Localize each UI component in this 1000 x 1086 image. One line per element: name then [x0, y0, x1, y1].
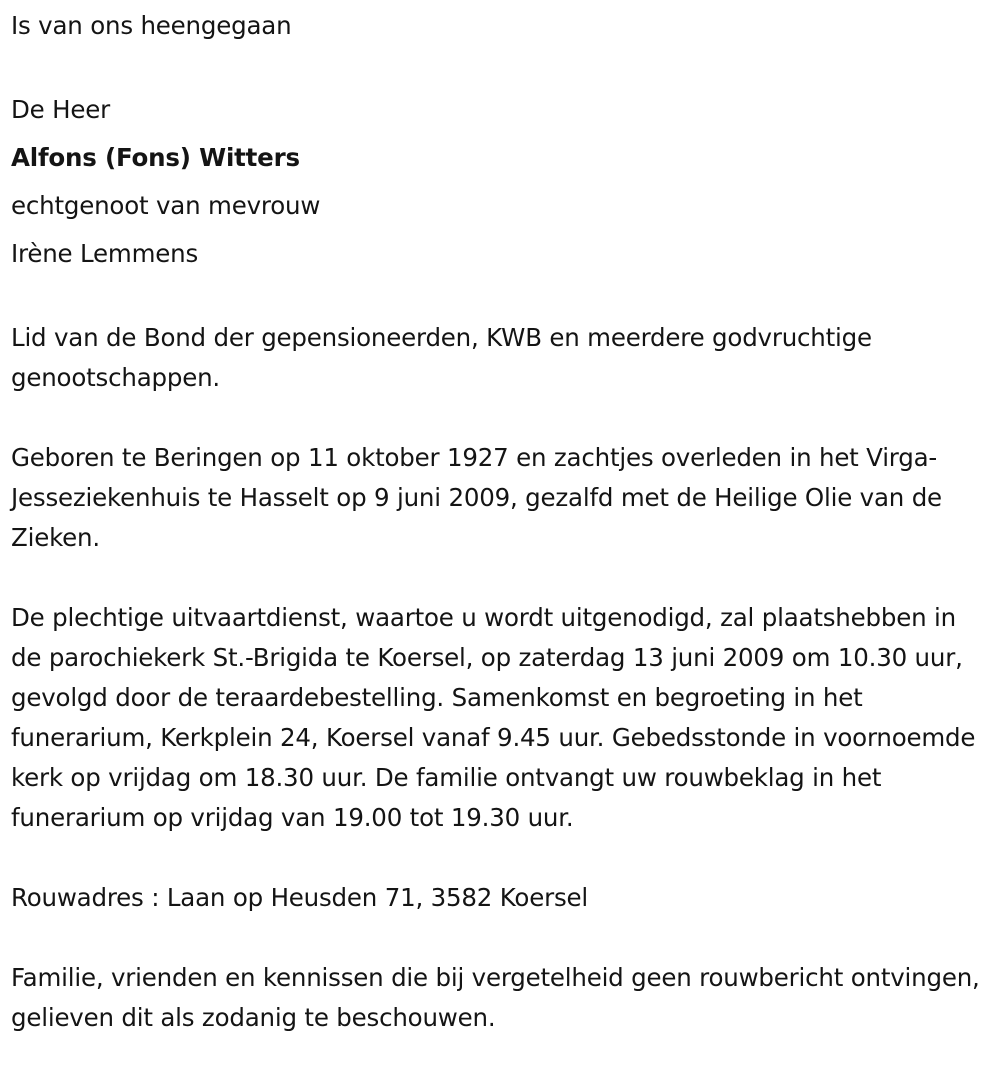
closing-paragraph: Familie, vrienden en kennissen die bij vergetelheid geen rouwbericht ontvingen, gelieven dit als zodanig te beschouwen.	[11, 963, 980, 1032]
membership-paragraph: Lid van de Bond der gepensioneerden, KWB en meerdere godvruchtige genootschappen.	[11, 323, 872, 392]
obituary-notice	[11, 6, 986, 1038]
spouse-name: Irène Lemmens	[11, 239, 199, 268]
spacer	[11, 398, 986, 438]
spacer	[11, 278, 986, 318]
spacer	[11, 838, 986, 878]
intro-line: Is van ons heengegaan	[11, 11, 292, 40]
spacer	[11, 918, 986, 958]
spouse-prefix: echtgenoot van mevrouw	[11, 191, 321, 220]
mourning-address: Rouwadres : Laan op Heusden 71, 3582 Koersel	[11, 883, 589, 912]
spacer	[11, 46, 986, 86]
deceased-name: Alfons (Fons) Witters	[11, 143, 300, 172]
birth-death-paragraph: Geboren te Beringen op 11 oktober 1927 en zachtjes overleden in het Virga-Jesseziekenhuis te Hasselt op 9 juni 2009, gezalfd met de Heilige Olie van de Zieken.	[11, 443, 942, 552]
spacer	[11, 558, 986, 598]
funeral-paragraph: De plechtige uitvaartdienst, waartoe u wordt uitgenodigd, zal plaatshebben in de parochiekerk St.-Brigida te Koersel, op zaterdag 13 juni 2009 om 10.30 uur, gevolgd door de teraardebestelling. Samenkomst en begroeting in het funerarium, Kerkplein 24, Koersel vanaf 9.45 uur. Gebedsstonde in voornoemde kerk op vrijdag om 18.30 uur. De familie ontvangt uw rouwbeklag in het funerarium op vrijdag van 19.00 tot 19.30 uur.	[11, 603, 976, 832]
salutation: De Heer	[11, 95, 110, 124]
